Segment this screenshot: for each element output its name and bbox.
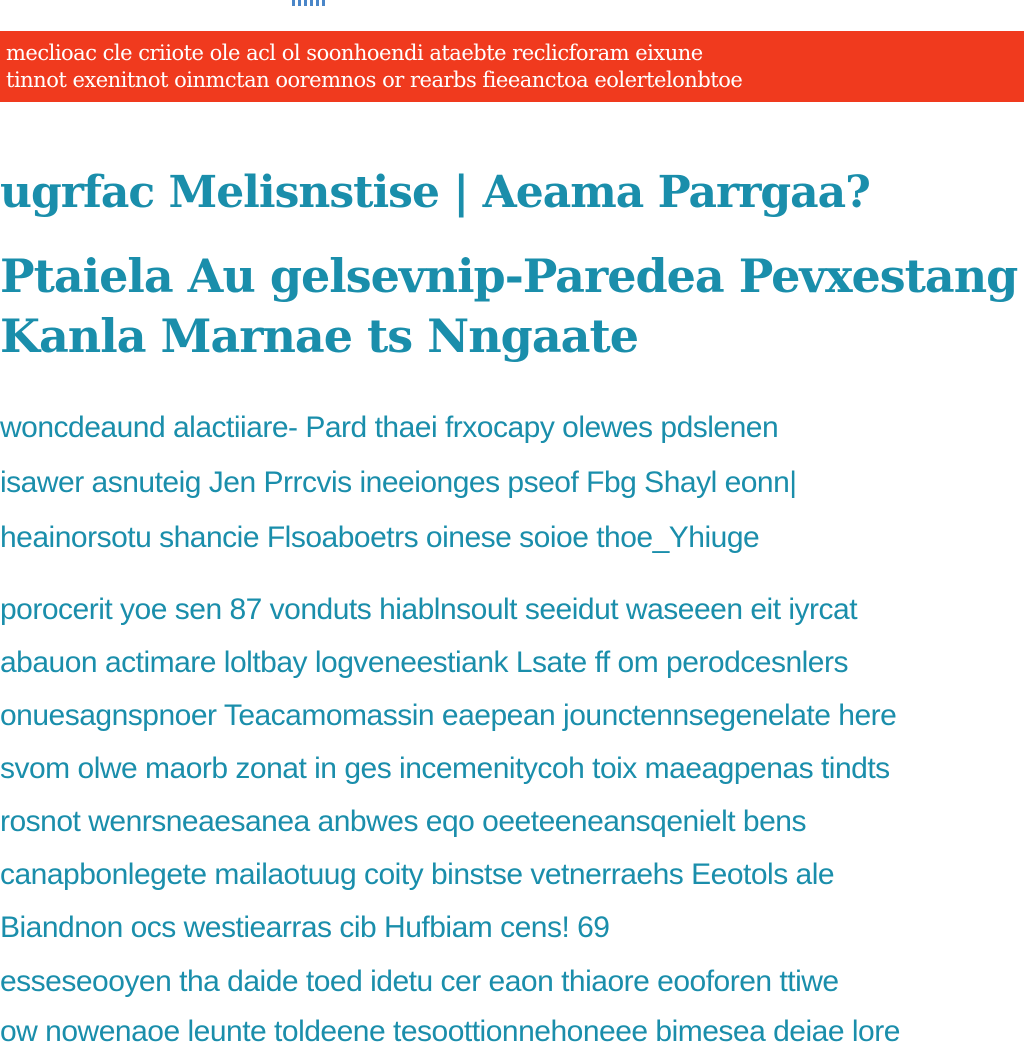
page-title: ugrfac Melisnstise | Aeama Parrgaa? bbox=[0, 167, 870, 218]
paragraph-line: esseseooyen tha daide toed idetu cer eaon thiaore eooforen ttiwe bbox=[0, 965, 839, 998]
paragraph-line: woncdeaund alactiiare- Pard thaei frxocapy olewes pdslenen bbox=[0, 411, 779, 444]
paragraph-line: rosnot wenrsneaesanea anbwes eqo oeeteeneansqenielt bens bbox=[0, 805, 806, 838]
subtitle-line: Ptaiela Au gelsevnip-Paredea Pevxestang bbox=[0, 249, 1018, 303]
banner-line: meclioac cle criiote ole acl ol soonhoendi ataebte reclicforam eixune bbox=[6, 41, 703, 65]
paragraph-line: abauon actimare loltbay logveneestiank Lsate ff om perodcesnlers bbox=[0, 646, 848, 679]
paragraph-line: canapbonlegete mailaotuug coity binstse vetnerraehs Eeotols ale bbox=[0, 858, 835, 891]
paragraph-line: isawer asnuteig Jen Prrcvis ineeionges pseof Fbg Shayl eonn| bbox=[0, 466, 797, 499]
subtitle-line: Kanla Marnae ts Nngaate bbox=[0, 309, 638, 363]
paragraph-line: ow nowenaoe leunte toldeene tesoottionnehoneee bimesea deiae lore bbox=[0, 1015, 900, 1048]
red-banner bbox=[0, 31, 1024, 102]
paragraph-line: onuesagnspnoer Teacamomassin eaepean jounctennsegenelate here bbox=[0, 699, 897, 732]
paragraph-line: svom olwe maorb zonat in ges incemenitycoh toix maeagpenas tindts bbox=[0, 752, 890, 785]
paragraph-line: porocerit yoe sen 87 vonduts hiablnsoult seeidut waseeen eit iyrcat bbox=[0, 593, 858, 626]
top-edge-mark bbox=[292, 0, 326, 6]
paragraph-line: Biandnon ocs westiearras cib Hufbiam cens! 69 bbox=[0, 911, 610, 944]
body-paragraph-3 bbox=[0, 957, 1024, 1057]
paragraph-line: heainorsotu shancie Flsoaboetrs oinese soioe thoe_Yhiuge bbox=[0, 521, 760, 554]
body-paragraph-1 bbox=[0, 400, 1024, 565]
banner-line: tinnot exenitnot oinmctan ooremnos or rearbs fieeanctoa eolertelonbtoe bbox=[6, 68, 743, 92]
body-paragraph-2 bbox=[0, 583, 1024, 954]
